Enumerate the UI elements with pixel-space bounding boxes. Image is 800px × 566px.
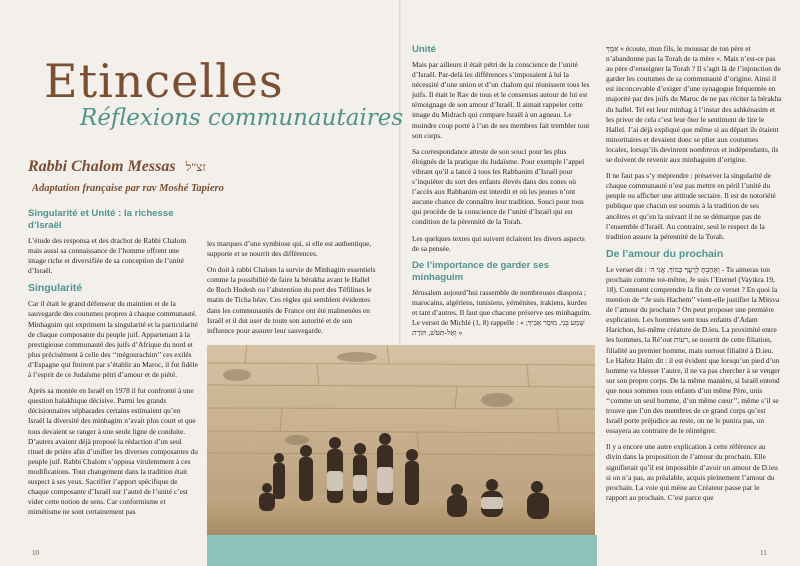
paragraph: Les quelques textes qui suivent éclairent les divers aspects de sa pensée. [412, 233, 585, 253]
left-column-1 [28, 208, 198, 523]
paragraph: Sa correspondance atteste de son souci pour les plus éloignés de la pratique du Judaïsme. Pour exemple l’appel vibrant qu’il a lancé à tous les Rabbanim d’Israël pour s’inquiéter du sort des enfants élevés dans des zones où l’accès aux Rabbanim est interdit et où les jeunes n’ont aucune chance de connaître leur tradition. Souci pour tous qui procède de la conscience de l’unité d’Israël qui est condition de la pérennité de la Torah. [412, 146, 585, 227]
western-wall-photo [207, 345, 595, 551]
paragraph: Il ne faut pas s’y méprendre : préserver la singularité de chaque communauté n’est pas mettre en péril l’unité du peuple ou afficher une attitude sectaire. Il est de notoriété publique que chacun est soumis à la tradition de ses ancêtres et qu’en la suivant il ne se démarque pas de l’ensemble d’Israël. Au contraire, seul le respect de la tradition assure la pérennité de la Torah. [606, 171, 776, 241]
paragraph: L’étude des responsa et des drachot de Rabbi Chalom mais aussi sa connaissance de l’homme offrent une image riche et diversifiée de sa conception de l’unité d’Israël. [28, 236, 187, 276]
photo-band [207, 535, 597, 566]
byline [28, 158, 206, 176]
paragraph: Après sa montée en Israël en 1978 il fut confronté à une question halakhique décisive. Parmi les grands décisionnaires sépharades certains estimaient qu’en Israël la diversité des minhagim n’avait plus court et que tous devaient se ranger à une seule ligne de conduite. D’autres avaient déjà proposé la rédaction d’un seul rituel de prière afin d’unifier les diverses composantes du peuple juif. Rabbi Chalom s’opposa virulemment à ces modifications. Tout changement dans la tradition était suspect à ses yeux. Sacrifier l’apport spécifique de chaque composante d’Israël sur l’autel de l’unité c’est vider cette notion de sens. Car conformisme et mimétisme ne sont certainement pas [28, 386, 198, 517]
subtitle: Réflexions communautaires [80, 105, 404, 131]
page-number-left: 10 [32, 549, 39, 557]
paragraph: On doit à rabbi Chalom la survie de Minhagim essentiels comme la possibilité de faire la bérakha avant le Hallel de Roch Hodesh ou l’abstention du port des Téfilines le matin de Ticha béav. Ces règles qui semblent évidentes dans les communautés de France ont été malmenées en Israël et il dut user de toute son autorité et de son influence pour assurer leur sauvegarde. [207, 265, 376, 335]
section-heading-minhaguim: De l’importance de garder ses minhaguim [412, 259, 550, 283]
paragraph: Car il était le grand défenseur du maintien et de la sauvegarde des coutumes propres à chaque communauté. Minhaguim qui expriment la singularité et la particularité de chaque composante du peuple juif. Appartenant à la prestigieuse communauté des juifs d’Afrique du nord et plus précisément à celle des ‘‘mégourachim’’ ces exilés d’Espagne qui finirent par s’établir au Maroc, il fut fidèle à l’esprit de ce Judaïsme pétri d’amour et de piété. [28, 299, 198, 380]
section-heading-singularite: Singularité [28, 282, 83, 295]
section-heading-singularite-unite: Singularité et Unité : la richesse d’Israël [28, 208, 174, 231]
paragraph: Le verset dit : וְאָהַבְתָּ לְרֵעֲךָ כָּמוֹךָ, אֲנִי ה׳ - Tu aimeras ton prochain comme toi-même, Je suis l’Eternel (Vayikra 19, 18). Comment comprendre la fin de ce verset ? En quoi la mention de ‘‘Je suis Hachem’’ vient-elle justifier la Mitsva de l’amour du prochain ? On peut proposer une première explication. Les hommes sont tous enfants d’Adam Harichon, lui-même créature de D.ieu. La proximité entre les hommes, la Ré’out רעות, se nourrit de cette filiation, filialité au premier homme, mais surtout filialité à D.ieu. Le Hafetz Haïm dit : il est évident que lorsqu’un pied d’un homme va blesser l’autre, il ne va pas chercher à se venger sur son propre corps. De la même manière, si Israël entend que nous sommes tous enfants d’un même Père, unis ‘‘comme un seul homme, d’un même cœur’’, même s’il se trouve que l’un des membres de ce grand corps qu’est Israël porte préjudice au reste, on ne le punira pas, on essayera au contraire de le réintégrer. [606, 264, 781, 436]
paragraph: אִמֶּךָ « écoute, mon fils, le moussar de ton père et n’abandonne pas la Torah de ta mère ». Mais n’est-ce pas au père d’enseigner la Torah ? Il s’agit là de l’injonction de garder les coutumes de sa communauté d’origine. Ainsi il est inconcevable d’exiger d’une synagogue fréquentée en majorité par des juifs du Maroc de ne pas réciter la bérakha du hallel. Tel est leur minhag à l’instar des ashkénasim et les priver de cela c’est leur ôter le sentiment de lire le Hallel. J’ai déjà expliqué que même si au départ ils étaient minoritaires et devaient donc se plier aux coutumes locales, lorsqu’ils devinrent nombreux et indépendants, ils se doivent de revenir aux minhaguim d’origine. [606, 44, 782, 165]
section-heading-amour-prochain: De l’amour du prochain [606, 247, 724, 260]
paragraph: Mais par ailleurs il était pétri de la conscience de l’unité d’Israël. Par-delà les différences s’imposaient à lui la nécessité d’une union et d’un chalom qui réunissent tous les juifs. Il était le Rav de tous et le consensus autour de lui est témoignage de son amour d’Israël. Il aimait rappeler cette image du Midrach qui compare Israël à un agneau. Le moindre coup porté à l’un de ses membres fait trembler tout son corps. [412, 60, 590, 140]
paragraph: Il y a encore une autre explication à cette référence au divin dans la proposition de l’amour du prochain. Elle signifierait qu’il est impossible d’avoir un amour de D.ieu si on n’a pas, au préalable, acquis pleinement l’amour du prochain. La voie qui mène au Créateur passe par le rapport au prochain. C’est parce que [606, 442, 778, 502]
paragraph: les marques d’une symbiose qui, si elle est authentique, supporte et se nourrit des différences. [207, 239, 372, 259]
rabbi-hebrew: זצ"ל [185, 160, 206, 174]
photo-illustration [207, 345, 595, 551]
right-column-1 [412, 44, 592, 344]
adaptation-credit: Adaptation française par rav Moshé Tapiero [32, 183, 224, 194]
page-number-right: 11 [760, 549, 767, 557]
title: Etincelles [44, 54, 284, 108]
rabbi-name: Rabbi Chalom Messas [28, 158, 176, 175]
section-heading-unite: Unité [412, 44, 436, 55]
left-column-2 [207, 239, 377, 342]
paragraph: Jérusalem aujourd’hui rassemble de nombreuses diaspora ; marocains, algériens, tunisiens, yéménites, irakiens, kurdes et tant d’autres. Il faut que chacune préserve ses minhaguim. Le verset de Michlé (1, 8) rappelle : « שְׁמַע בְּנִי, מוּסַר אָבִיךָ; וְאַל-תִּטֹּשׁ, תּוֹרַת » [412, 287, 592, 338]
right-column-2 [606, 44, 782, 509]
